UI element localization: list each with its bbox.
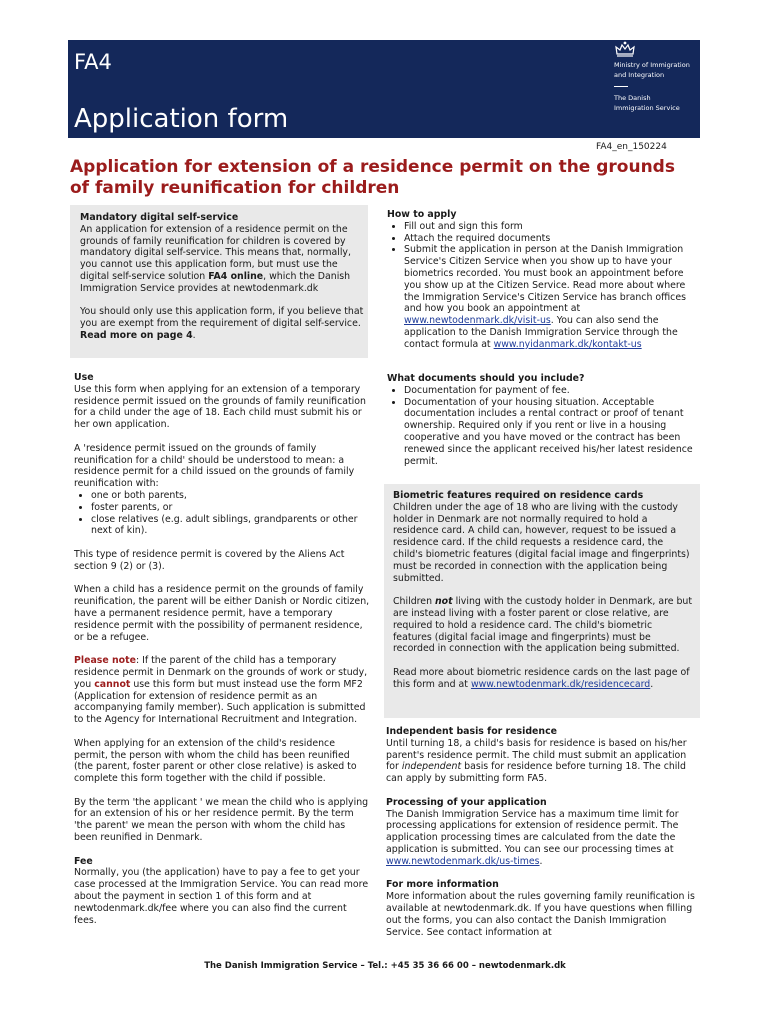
relatives-list xyxy=(74,490,370,537)
list-item: • Documentation of your housing situation. Acceptable documentation includes a rental contract or proof of tenant ownership. Required only if you rent or live in a housing cooperative and you have moved or the contract has been renewed since the applicant received his/her latest residence permit. xyxy=(404,397,701,468)
fee-heading: Fee xyxy=(74,855,93,867)
how-to-apply-heading: How to apply xyxy=(387,209,457,220)
service-name: The Danish Immigration Service xyxy=(614,94,680,112)
form-type-title: Application form xyxy=(74,104,289,134)
extension-text: When applying for an extension of the child's residence permit, the person with whom the child has been reunified (the parent, foster parent or other close relative) is asked to complete this form together with the child if possible. xyxy=(74,737,357,785)
crown-icon xyxy=(614,40,636,58)
page-title: Application for extension of a residence permit on the grounds of family reunification for children xyxy=(70,157,675,198)
left-column xyxy=(80,212,364,342)
list-item: • close relatives (e.g. adult siblings, grandparents or other next of kin). xyxy=(91,514,370,538)
visit-us-link[interactable]: www.newtodenmark.dk/visit-us xyxy=(404,315,551,327)
ministry-name: Ministry of Immigration and Integration xyxy=(614,61,690,79)
list-item: • foster parents, or xyxy=(91,502,370,514)
aliens-act-text: This type of residence permit is covered by the Aliens Act section 9 (2) or (3). xyxy=(74,548,345,572)
processing-text: The Danish Immigration Service has a maximum time limit for processing applications for extension of residence permit. The application processing times are calculated from the date the application is submitted. You can see our processing times at www.newtodenmark.dk/us-times. xyxy=(386,808,679,867)
use-definition: A 'residence permit issued on the grounds of family reunification for a child' should be understood to mean: a residence permit for a child issued on the grounds of family reunification with: xyxy=(74,442,355,490)
mandatory-heading: Mandatory digital self-service xyxy=(80,212,239,223)
terms-text: By the term 'the applicant ' we mean the child who is applying for an extension of his or her residence permit. By the term 'the parent' we mean the person with whom the child has been reunified in Denmark. xyxy=(74,796,369,844)
contact-link[interactable]: www.nyidanmark.dk/kontakt-us xyxy=(493,338,642,350)
list-item: • Submit the application in person at the Danish Immigration Service's Citizen Service when you show up to have your biometrics recorded. You must book an appointment before you show up at the Citizen Service. Read more about where the Immigration Service's Citizen Service has branch offices and how you book an appointment at www.newtodenmark.dk/visit-us. You can also send the application to the Danish Immigration Service through the contact formula at www.nyidanmark.dk/kontakt-us xyxy=(404,244,701,350)
list-item: • Attach the required documents xyxy=(404,233,701,245)
documents-heading: What documents should you include? xyxy=(387,373,585,384)
right-column-docs xyxy=(387,373,701,467)
processing-heading: Processing of your application xyxy=(386,796,547,808)
right-column xyxy=(387,209,701,351)
please-note-text: Please note: If the parent of the child has a temporary residence permit in Denmark on the grounds of work or study, you cannot use this form but must instead use the form MF2 (Application for extension of residence permit as an accompanying family member). Such application is submitted to the Agency for International Recruitment and Integration. xyxy=(74,655,368,726)
residencecard-link[interactable]: www.newtodenmark.dk/residencecard xyxy=(470,678,651,690)
document-code: FA4_en_150224 xyxy=(596,142,667,152)
left-column-main xyxy=(74,372,370,926)
use-heading: Use xyxy=(74,372,94,383)
fee-text: Normally, you (the application) have to pay a fee to get your case processed at the Immigration Service. You can read more about the payment in section 1 of this form and at newtodenmark.dk/fee where you can also find the current fees. xyxy=(74,867,369,926)
page-footer: The Danish Immigration Service – Tel.: +45 35 36 66 00 – newtodenmark.dk xyxy=(204,961,566,971)
logo-divider xyxy=(614,86,628,87)
header-banner xyxy=(68,40,700,138)
mandatory-exemption: You should only use this application form, if you believe that you are exempt from the requirement of digital self-service. Read more on page 4. xyxy=(80,306,364,341)
mandatory-text: An application for extension of a residence permit on the grounds of family reunification for children is covered by mandatory digital self-service. This means that, normally, you cannot use this application form, but must use the digital self-service solution FA4 online, which the Danish Immigration Service provides at newtodenmark.dk xyxy=(80,223,351,294)
biometric-section xyxy=(393,490,693,691)
biometric-text: Children under the age of 18 who are living with the custody holder in Denmark are not normally required to hold a residence card. A child can, however, request to be issued a residence card. If the child requests a residence card, the child's biometric features (digital facial image and fingerprints) must be recorded in connection with the application being submitted. xyxy=(393,501,690,584)
how-to-apply-list xyxy=(387,221,701,351)
biometric-heading: Biometric features required on residence cards xyxy=(393,490,644,501)
form-code: FA4 xyxy=(74,50,112,74)
use-text: Use this form when applying for an extension of a temporary residence permit issued on the grounds of family reunification for a child under the age of 18. Each child must submit his or her own application. xyxy=(74,383,366,431)
independent-heading: Independent basis for residence xyxy=(386,726,557,737)
list-item: • Documentation for payment of fee. xyxy=(404,385,701,397)
processing-times-link[interactable]: www.newtodenmark.dk/us-times xyxy=(386,855,540,867)
parent-status-text: When a child has a residence permit on the grounds of family reunification, the parent will be either Danish or Nordic citizen, have a permanent residence permit, have a temporary residence permit with the possibility of permanent residence, or be a refugee. xyxy=(74,584,370,643)
list-item: • one or both parents, xyxy=(91,490,370,502)
list-item: • Fill out and sign this form xyxy=(404,221,701,233)
more-info-text: More information about the rules governing family reunification is available at newtodenmark.dk. If you have questions when filling out the forms, you can also contact the Danish Immigration Service. See contact information at xyxy=(386,891,695,938)
more-info-heading: For more information xyxy=(386,879,499,891)
biometric-foster-text: Children not living with the custody holder in Denmark, are but are instead living with a foster parent or close relative, are required to hold a residence card. The child's biometric features (digital facial image and fingerprints) must be recorded in connection with the application being submitted. xyxy=(393,596,693,655)
biometric-more-text: Read more about biometric residence cards on the last page of this form and at www.newtodenmark.dk/residencecard. xyxy=(393,666,690,690)
independent-text: Until turning 18, a child's basis for residence is based on his/her parent's residence permit. The child must submit an application for independent basis for residence before turning 18. The child can apply by submitting form FA5. xyxy=(386,737,687,785)
right-column-lower xyxy=(386,726,702,938)
documents-list xyxy=(387,385,701,468)
